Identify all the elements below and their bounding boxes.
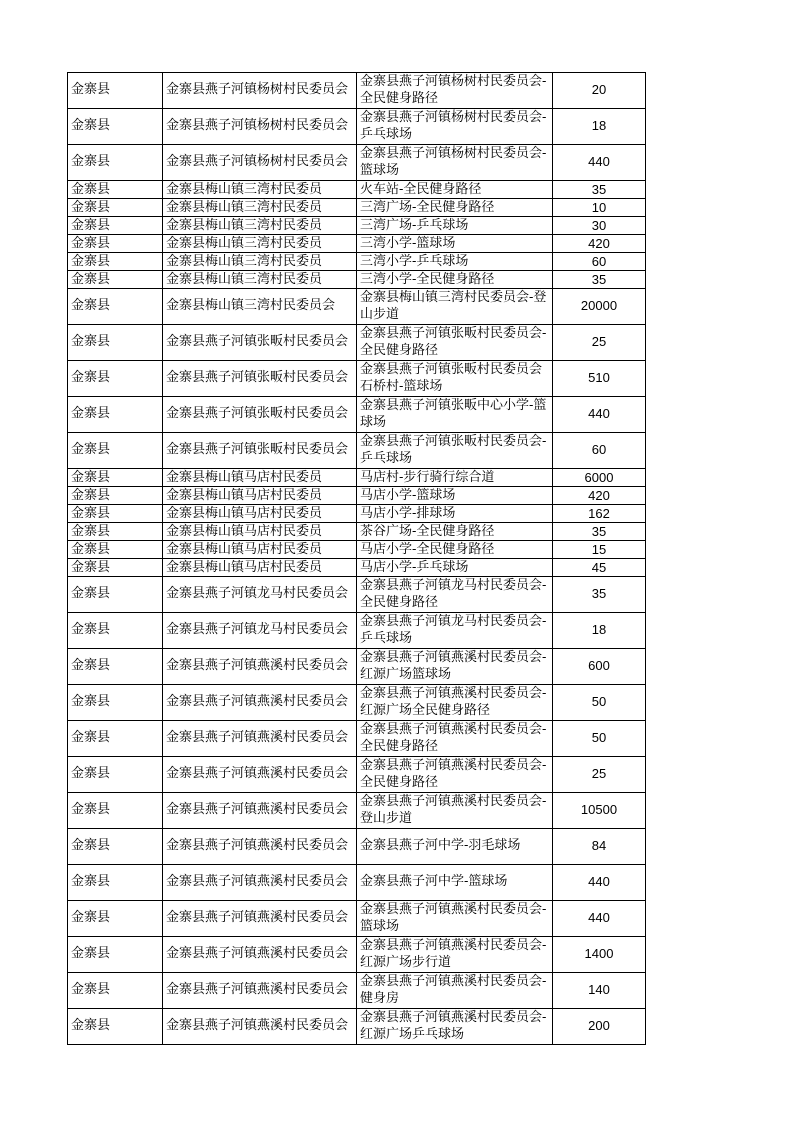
- org-cell: 金寨县梅山镇马店村民委员: [163, 505, 357, 523]
- quantity-cell: 440: [553, 145, 646, 181]
- county-cell: 金寨县: [68, 721, 163, 757]
- quantity-cell: 35: [553, 181, 646, 199]
- quantity-cell: 35: [553, 577, 646, 613]
- county-cell: 金寨县: [68, 901, 163, 937]
- facility-cell: 金寨县燕子河镇张畈村民委员会-全民健身路径: [357, 325, 553, 361]
- county-cell: 金寨县: [68, 613, 163, 649]
- org-cell: 金寨县燕子河镇杨树村民委员会: [163, 109, 357, 145]
- facility-cell: 金寨县燕子河镇燕溪村民委员会-全民健身路径: [357, 721, 553, 757]
- facility-cell: 三湾小学-篮球场: [357, 235, 553, 253]
- table-row: [68, 649, 646, 685]
- org-cell: 金寨县梅山镇三湾村民委员: [163, 217, 357, 235]
- quantity-cell: 10: [553, 199, 646, 217]
- county-cell: 金寨县: [68, 109, 163, 145]
- county-cell: 金寨县: [68, 235, 163, 253]
- table-row: [68, 217, 646, 235]
- county-cell: 金寨县: [68, 271, 163, 289]
- table-row: [68, 541, 646, 559]
- table-row: [68, 577, 646, 613]
- facility-cell: 金寨县燕子河镇燕溪村民委员会-篮球场: [357, 901, 553, 937]
- facility-cell: 火车站-全民健身路径: [357, 181, 553, 199]
- county-cell: 金寨县: [68, 145, 163, 181]
- facility-cell: 金寨县燕子河镇张畈中心小学-篮球场: [357, 397, 553, 433]
- table-row: [68, 901, 646, 937]
- county-cell: 金寨县: [68, 1009, 163, 1045]
- table-row: [68, 1009, 646, 1045]
- facility-cell: 金寨县燕子河镇燕溪村民委员会-红源广场乒乓球场: [357, 1009, 553, 1045]
- org-cell: 金寨县梅山镇马店村民委员: [163, 487, 357, 505]
- org-cell: 金寨县梅山镇三湾村民委员: [163, 271, 357, 289]
- table-row: [68, 433, 646, 469]
- org-cell: 金寨县梅山镇马店村民委员: [163, 541, 357, 559]
- quantity-cell: 20: [553, 73, 646, 109]
- org-cell: 金寨县燕子河镇张畈村民委员会: [163, 361, 357, 397]
- county-cell: 金寨县: [68, 73, 163, 109]
- org-cell: 金寨县燕子河镇张畈村民委员会: [163, 397, 357, 433]
- facility-cell: 金寨县燕子河镇张畈村民委员会石桥村-篮球场: [357, 361, 553, 397]
- county-cell: 金寨县: [68, 325, 163, 361]
- org-cell: 金寨县燕子河镇杨树村民委员会: [163, 145, 357, 181]
- facility-cell: 金寨县梅山镇三湾村民委员会-登山步道: [357, 289, 553, 325]
- table-row: [68, 469, 646, 487]
- quantity-cell: 440: [553, 865, 646, 901]
- facility-cell: 金寨县燕子河镇燕溪村民委员会-健身房: [357, 973, 553, 1009]
- table-row: [68, 685, 646, 721]
- county-cell: 金寨县: [68, 649, 163, 685]
- org-cell: 金寨县梅山镇马店村民委员: [163, 469, 357, 487]
- org-cell: 金寨县燕子河镇杨树村民委员会: [163, 73, 357, 109]
- org-cell: 金寨县梅山镇马店村民委员: [163, 523, 357, 541]
- quantity-cell: 45: [553, 559, 646, 577]
- table-row: [68, 181, 646, 199]
- table-row: [68, 829, 646, 865]
- facility-table: [67, 72, 646, 1045]
- org-cell: 金寨县燕子河镇燕溪村民委员会: [163, 973, 357, 1009]
- org-cell: 金寨县燕子河镇燕溪村民委员会: [163, 757, 357, 793]
- quantity-cell: 60: [553, 433, 646, 469]
- table-row: [68, 865, 646, 901]
- quantity-cell: 162: [553, 505, 646, 523]
- facility-cell: 金寨县燕子河中学-篮球场: [357, 865, 553, 901]
- facility-cell: 金寨县燕子河镇龙马村民委员会-乒乓球场: [357, 613, 553, 649]
- county-cell: 金寨县: [68, 973, 163, 1009]
- table-row: [68, 289, 646, 325]
- facility-cell: 三湾广场-全民健身路径: [357, 199, 553, 217]
- org-cell: 金寨县燕子河镇张畈村民委员会: [163, 325, 357, 361]
- org-cell: 金寨县燕子河镇燕溪村民委员会: [163, 829, 357, 865]
- facility-cell: 金寨县燕子河镇龙马村民委员会-全民健身路径: [357, 577, 553, 613]
- table-row: [68, 721, 646, 757]
- county-cell: 金寨县: [68, 505, 163, 523]
- quantity-cell: 600: [553, 649, 646, 685]
- org-cell: 金寨县燕子河镇燕溪村民委员会: [163, 721, 357, 757]
- org-cell: 金寨县燕子河镇燕溪村民委员会: [163, 649, 357, 685]
- table-row: [68, 559, 646, 577]
- quantity-cell: 10500: [553, 793, 646, 829]
- quantity-cell: 25: [553, 325, 646, 361]
- org-cell: 金寨县燕子河镇燕溪村民委员会: [163, 901, 357, 937]
- county-cell: 金寨县: [68, 289, 163, 325]
- facility-cell: 金寨县燕子河镇燕溪村民委员会-红源广场全民健身路径: [357, 685, 553, 721]
- quantity-cell: 20000: [553, 289, 646, 325]
- quantity-cell: 84: [553, 829, 646, 865]
- table-row: [68, 145, 646, 181]
- county-cell: 金寨县: [68, 829, 163, 865]
- table-row: [68, 487, 646, 505]
- facility-cell: 金寨县燕子河镇燕溪村民委员会-红源广场篮球场: [357, 649, 553, 685]
- quantity-cell: 15: [553, 541, 646, 559]
- quantity-cell: 1400: [553, 937, 646, 973]
- quantity-cell: 35: [553, 271, 646, 289]
- county-cell: 金寨县: [68, 433, 163, 469]
- county-cell: 金寨县: [68, 361, 163, 397]
- table-row: [68, 397, 646, 433]
- quantity-cell: 420: [553, 235, 646, 253]
- org-cell: 金寨县梅山镇三湾村民委员: [163, 253, 357, 271]
- org-cell: 金寨县燕子河镇燕溪村民委员会: [163, 1009, 357, 1045]
- facility-cell: 马店小学-排球场: [357, 505, 553, 523]
- quantity-cell: 440: [553, 397, 646, 433]
- org-cell: 金寨县梅山镇三湾村民委员: [163, 199, 357, 217]
- quantity-cell: 30: [553, 217, 646, 235]
- quantity-cell: 440: [553, 901, 646, 937]
- org-cell: 金寨县燕子河镇燕溪村民委员会: [163, 685, 357, 721]
- county-cell: 金寨县: [68, 253, 163, 271]
- facility-cell: 金寨县燕子河镇杨树村民委员会-乒乓球场: [357, 109, 553, 145]
- facility-cell: 金寨县燕子河镇张畈村民委员会-乒乓球场: [357, 433, 553, 469]
- quantity-cell: 18: [553, 613, 646, 649]
- org-cell: 金寨县燕子河镇燕溪村民委员会: [163, 937, 357, 973]
- county-cell: 金寨县: [68, 469, 163, 487]
- table-row: [68, 613, 646, 649]
- county-cell: 金寨县: [68, 793, 163, 829]
- table-row: [68, 253, 646, 271]
- county-cell: 金寨县: [68, 523, 163, 541]
- org-cell: 金寨县梅山镇马店村民委员: [163, 559, 357, 577]
- county-cell: 金寨县: [68, 937, 163, 973]
- facility-cell: 马店村-步行骑行综合道: [357, 469, 553, 487]
- table-row: [68, 757, 646, 793]
- quantity-cell: 50: [553, 685, 646, 721]
- facility-cell: 金寨县燕子河镇燕溪村民委员会-红源广场步行道: [357, 937, 553, 973]
- facility-cell: 金寨县燕子河镇杨树村民委员会-篮球场: [357, 145, 553, 181]
- facility-cell: 马店小学-全民健身路径: [357, 541, 553, 559]
- org-cell: 金寨县燕子河镇张畈村民委员会: [163, 433, 357, 469]
- facility-cell: 三湾小学-全民健身路径: [357, 271, 553, 289]
- county-cell: 金寨县: [68, 487, 163, 505]
- facility-cell: 金寨县燕子河中学-羽毛球场: [357, 829, 553, 865]
- quantity-cell: 35: [553, 523, 646, 541]
- table-row: [68, 937, 646, 973]
- quantity-cell: 6000: [553, 469, 646, 487]
- facility-cell: 三湾广场-乒乓球场: [357, 217, 553, 235]
- county-cell: 金寨县: [68, 541, 163, 559]
- table-row: [68, 325, 646, 361]
- facility-cell: 金寨县燕子河镇燕溪村民委员会-全民健身路径: [357, 757, 553, 793]
- county-cell: 金寨县: [68, 181, 163, 199]
- table-row: [68, 523, 646, 541]
- table-body: [68, 73, 646, 1045]
- facility-cell: 金寨县燕子河镇燕溪村民委员会-登山步道: [357, 793, 553, 829]
- quantity-cell: 25: [553, 757, 646, 793]
- org-cell: 金寨县梅山镇三湾村民委员: [163, 181, 357, 199]
- org-cell: 金寨县燕子河镇燕溪村民委员会: [163, 865, 357, 901]
- table-row: [68, 505, 646, 523]
- county-cell: 金寨县: [68, 559, 163, 577]
- org-cell: 金寨县梅山镇三湾村民委员会: [163, 289, 357, 325]
- facility-cell: 三湾小学-乒乓球场: [357, 253, 553, 271]
- table-row: [68, 361, 646, 397]
- table-row: [68, 199, 646, 217]
- county-cell: 金寨县: [68, 397, 163, 433]
- county-cell: 金寨县: [68, 757, 163, 793]
- table-row: [68, 109, 646, 145]
- quantity-cell: 420: [553, 487, 646, 505]
- table-row: [68, 793, 646, 829]
- county-cell: 金寨县: [68, 685, 163, 721]
- quantity-cell: 60: [553, 253, 646, 271]
- quantity-cell: 510: [553, 361, 646, 397]
- facility-cell: 茶谷广场-全民健身路径: [357, 523, 553, 541]
- org-cell: 金寨县梅山镇三湾村民委员: [163, 235, 357, 253]
- facility-cell: 马店小学-篮球场: [357, 487, 553, 505]
- county-cell: 金寨县: [68, 577, 163, 613]
- quantity-cell: 18: [553, 109, 646, 145]
- facility-cell: 金寨县燕子河镇杨树村民委员会-全民健身路径: [357, 73, 553, 109]
- table-row: [68, 973, 646, 1009]
- facility-cell: 马店小学-乒乓球场: [357, 559, 553, 577]
- table-row: [68, 235, 646, 253]
- org-cell: 金寨县燕子河镇龙马村民委员会: [163, 613, 357, 649]
- table-row: [68, 271, 646, 289]
- county-cell: 金寨县: [68, 865, 163, 901]
- org-cell: 金寨县燕子河镇燕溪村民委员会: [163, 793, 357, 829]
- county-cell: 金寨县: [68, 217, 163, 235]
- table-row: [68, 73, 646, 109]
- quantity-cell: 140: [553, 973, 646, 1009]
- org-cell: 金寨县燕子河镇龙马村民委员会: [163, 577, 357, 613]
- quantity-cell: 200: [553, 1009, 646, 1045]
- county-cell: 金寨县: [68, 199, 163, 217]
- quantity-cell: 50: [553, 721, 646, 757]
